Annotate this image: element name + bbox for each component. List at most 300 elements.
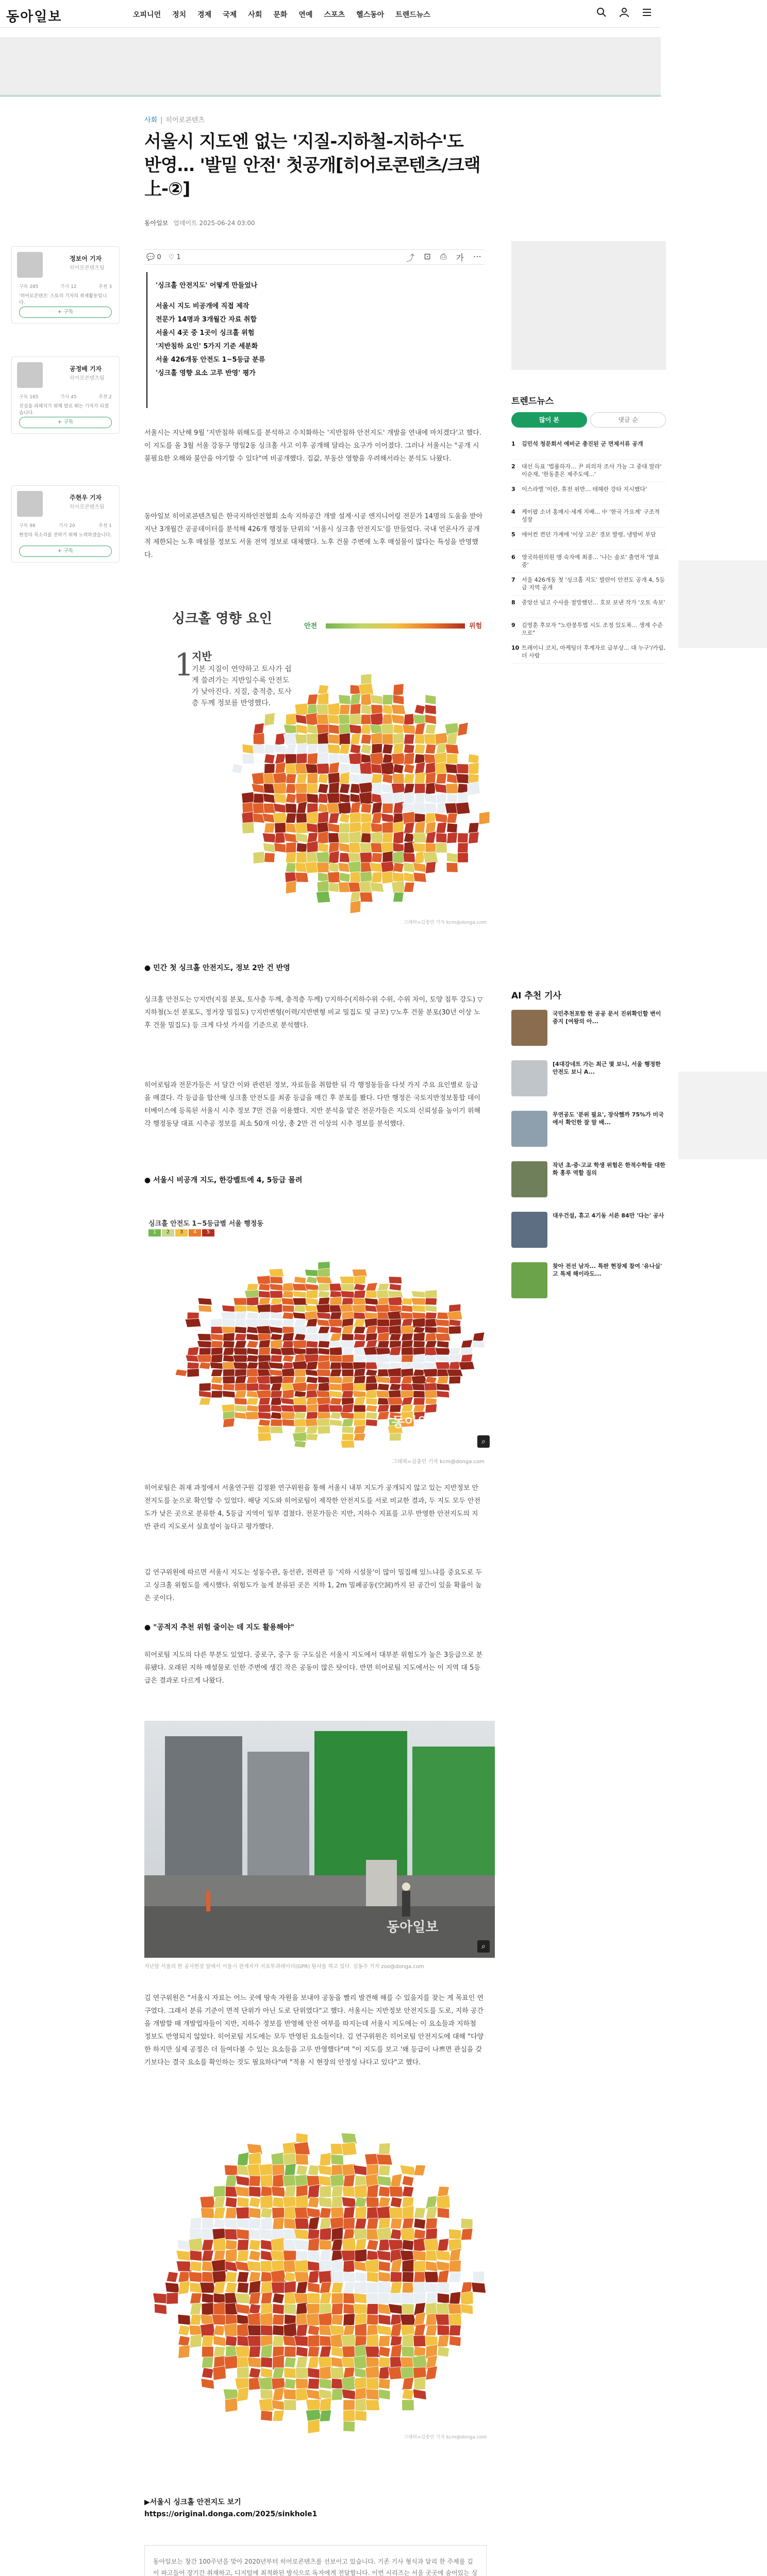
district-cell [366,2334,379,2348]
breadcrumb-section[interactable]: 사회 [144,116,158,124]
district-cell [284,2368,296,2379]
district-cell [392,774,404,784]
reporter-name[interactable]: 주현우 기자 [70,494,102,501]
summary-line: 서울시 지도 비공개에 직접 제작 [156,302,249,310]
district-cell [390,2229,402,2240]
district-cell [308,2325,320,2336]
trend-title: 중앙선 넘고 수사를 절망했던... 호보 보낸 작가 '오토 속보' [522,599,665,606]
district-cell [306,1348,318,1355]
thumbnail [511,1060,547,1096]
district-cell [365,1419,377,1427]
trend-item[interactable] [511,618,666,641]
district-cell [349,724,362,734]
district-cell [393,831,404,844]
nav-item-culture[interactable]: 문화 [273,11,288,19]
subscribe-button[interactable]: + 구독 [19,417,112,428]
district-cell [253,733,264,745]
district-cell [354,2293,368,2304]
trend-item[interactable] [511,641,666,664]
district-cell [225,2175,237,2187]
district-cell [328,823,341,833]
district-cell [350,872,361,884]
district-cell [271,1355,282,1362]
district-cell [308,2357,320,2368]
district-cell [389,1377,401,1384]
district-cell [339,784,350,793]
more-icon[interactable]: ⋯ [473,251,481,261]
stat: 기사 12 [60,284,77,290]
district-cell [273,2217,285,2230]
district-cell [390,2272,402,2282]
nav-item-sports[interactable]: 스포츠 [324,11,345,19]
trend-item[interactable] [511,437,666,460]
district-cell [320,2366,331,2380]
district-cell [153,2293,169,2304]
district-cell [282,1312,294,1319]
district-cell [329,851,340,864]
district-cell [200,2323,215,2337]
district-cell [190,2303,202,2315]
subscribe-button[interactable]: + 구독 [19,307,112,318]
trend-item[interactable] [511,573,666,596]
factor-label: 지반 [192,650,212,663]
district-cell [425,1332,437,1342]
ai-article[interactable] [511,1262,666,1306]
tab-most-commented[interactable]: 댓글 순 [590,412,666,428]
district-cell [295,703,309,716]
district-cell [355,2398,367,2412]
district-cell [413,1398,425,1405]
district-cell [318,1283,330,1291]
sidebar-ad[interactable] [511,241,666,370]
district-cell [318,832,329,844]
district-cell [213,2302,226,2316]
district-cell [254,793,264,803]
district-cell [261,2208,273,2218]
district-cell [426,2261,438,2272]
district-cell [331,2165,343,2176]
ai-article[interactable] [511,1111,666,1154]
district-cell [342,1325,354,1335]
district-cell [306,1290,318,1299]
district-cell [253,803,265,814]
reporter-name[interactable]: 공정배 기자 [70,365,102,372]
district-cell [372,774,382,784]
menu-icon[interactable] [641,7,653,19]
district-cell [269,1268,284,1277]
link-heading: ▶서울시 싱크홀 안전지도 보기 [144,2498,241,2506]
district-cell [339,744,350,754]
district-cell [223,1341,235,1348]
district-cell [224,2165,238,2176]
district-cell [187,1362,199,1369]
district-cell [294,1369,306,1376]
district-cell [197,1355,213,1363]
district-cell [223,1369,235,1377]
district-cell [271,1304,282,1314]
district-cell [378,2378,390,2389]
nav-item-politics[interactable]: 정치 [172,11,187,19]
nav-item-entertainment[interactable]: 연예 [298,11,313,19]
district-cell [360,892,373,902]
district-cell [342,2389,356,2400]
district-cell [411,1376,427,1384]
district-cell [372,872,382,883]
ai-article[interactable] [511,1212,666,1255]
district-cell [448,1326,461,1334]
district-cell [235,1405,247,1412]
district-cell [261,2272,273,2282]
district-cell [350,744,361,754]
district-cell [392,872,405,882]
reporter-card [11,485,120,563]
district-cell [320,2153,331,2166]
district-cell [436,1383,450,1391]
reporter-name[interactable]: 정보어 기자 [70,255,102,262]
district-cell [308,2335,320,2347]
nav-menu [133,9,430,20]
district-cell [320,2208,331,2218]
district-cell [202,2357,213,2368]
nav-item-trend[interactable]: 트렌드뉴스 [395,11,430,19]
ai-recommend-list [511,1010,666,1313]
district-cell [342,1298,354,1305]
district-cell [425,694,436,704]
district-cell [413,872,426,882]
district-cell [456,774,470,784]
district-cell [308,2378,320,2389]
stat: 추천 2 [98,395,112,400]
district-cell [342,2187,355,2197]
district-cell [343,2400,355,2411]
ai-article[interactable] [511,1010,666,1053]
trend-item[interactable] [511,528,666,550]
district-cell [343,2314,355,2326]
district-cell [402,2377,414,2390]
district-cell [425,843,436,853]
trend-item[interactable] [511,482,666,505]
district-cell [389,1433,401,1441]
district-cell [201,2378,214,2389]
district-cell [286,813,296,823]
trend-item[interactable] [511,596,666,618]
district-cell [393,802,404,815]
district-cell [190,2334,202,2348]
district-cell [447,833,458,843]
district-cell [237,2387,249,2402]
district-cell [329,1377,343,1384]
district-cell [260,2389,273,2400]
river-segment [378,2293,390,2304]
district-cell [355,2197,367,2208]
river-segment [360,774,373,784]
river-segment [235,1319,246,1327]
district-cell [307,2261,320,2272]
ai-article-title: 찾아 전선 남자... 특판 현장제 참여 '유나실' 고 특제 해이라도... [553,1263,662,1277]
district-cell [404,714,414,725]
district-cell [361,693,372,706]
trend-tabs [511,412,666,428]
district-cell [318,2165,333,2176]
district-cell [437,1312,449,1319]
thumbnail [511,1010,547,1046]
district-cell [306,823,319,833]
district-cell [292,1432,308,1442]
ai-article[interactable] [511,1060,666,1104]
district-cell [213,2196,225,2208]
district-cell [187,1312,199,1319]
district-cell [306,733,319,745]
nav-item-society[interactable]: 사회 [248,11,262,19]
district-cell [275,822,286,833]
district-cell [437,2293,449,2304]
reporter-card [11,246,120,324]
district-cell [370,694,384,704]
district-cell [225,2240,237,2250]
district-cell [342,1403,354,1413]
district-cell [425,1377,437,1384]
river-segment [213,2218,225,2229]
share-icon[interactable]: ⤴ [406,252,415,263]
district-cell [328,734,340,744]
like-button[interactable]: ♡ 1 [168,253,181,261]
district-cell [246,1333,258,1341]
district-cell [202,2336,213,2347]
nav-item-international[interactable]: 국제 [223,11,237,19]
district-cell [438,2346,449,2357]
district-cell [223,1333,235,1342]
district-cell [284,2400,296,2411]
district-cell [339,872,350,882]
district-cell [412,1318,426,1328]
district-cell [329,813,340,824]
side-ad[interactable] [678,1072,767,1159]
district-cell [354,1312,365,1319]
district-cell [343,2410,355,2422]
district-cell [284,2378,296,2389]
district-cell [199,1383,211,1392]
district-cell [329,1391,342,1398]
district-cell [339,843,351,853]
district-cell [401,1333,413,1341]
river-segment [372,783,382,794]
user-icon[interactable] [619,7,630,19]
district-cell [436,1362,451,1369]
district-cell [402,2218,414,2229]
summary-line: '지반침하 요인' 5가지 기준 세분화 [156,343,258,350]
district-cell [342,1433,354,1440]
district-cell [413,1391,425,1398]
district-cell [413,1341,425,1348]
district-cell [378,2187,390,2197]
district-cell [211,1354,223,1363]
district-cell [378,2197,390,2208]
district-cell [189,2238,203,2252]
district-cell [249,2368,261,2379]
district-cell [401,2228,415,2241]
ai-article[interactable] [511,1161,666,1205]
district-cell [269,1376,284,1384]
district-cell [293,1405,307,1412]
district-cell [318,2313,332,2327]
watermark: 동아일보 [387,1920,439,1935]
district-cell [236,2346,251,2358]
district-cell [320,2346,331,2357]
district-cell [200,2282,216,2293]
district-cell [339,793,350,803]
print-icon[interactable]: ⎙ [440,251,447,261]
district-cell [247,2357,262,2368]
nav-item-opinion[interactable]: 오피니언 [133,11,161,19]
district-cell [353,1298,366,1305]
district-cell [249,2176,261,2187]
district-cell [354,1376,365,1384]
river-segment [473,2271,485,2283]
link-url[interactable]: https://original.donga.com/2025/sinkhole1 [144,2510,318,2518]
district-cell [246,1405,258,1412]
district-cell [354,1405,365,1412]
subscribe-button[interactable]: + 구독 [19,546,112,557]
district-cell [403,724,416,734]
river-segment [424,2282,439,2293]
district-cell [202,2302,214,2316]
district-cell [388,2303,404,2314]
top-navigation [0,0,661,28]
district-cell [376,2154,392,2165]
trend-item[interactable] [511,505,666,528]
district-cell [264,823,275,833]
district-cell [225,2197,237,2208]
district-cell [404,883,414,892]
zoom-icon[interactable]: ⌕ [477,1940,490,1953]
district-cell [320,2228,331,2241]
district-cell [329,1419,342,1427]
district-cell [249,2292,261,2304]
district-cell [197,1333,213,1341]
river-segment [242,754,254,764]
district-cell [343,2260,355,2273]
district-cell [343,2303,355,2314]
district-cell [389,2207,403,2218]
district-cell [393,694,404,704]
district-cell [413,862,427,872]
district-cell [307,753,318,765]
district-cell [461,2218,473,2229]
district-cell [361,744,372,754]
river-segment [190,2217,202,2230]
district-cell [319,2378,331,2389]
nav-item-economy[interactable]: 경제 [197,11,212,19]
district-cell [414,2218,426,2229]
district-cell [404,774,414,784]
district-cell [331,2185,343,2198]
district-cell [366,2303,378,2314]
search-icon[interactable] [596,7,607,19]
district-cell [402,2303,414,2314]
district-cell [257,1304,272,1313]
trend-rank: 3 [511,486,515,493]
district-cell [198,1305,212,1312]
district-cell [225,2229,238,2240]
legend-grade: 1 [148,1229,161,1236]
side-ad[interactable] [678,561,767,648]
district-cell [320,2282,331,2293]
district-cell [316,891,330,903]
site-logo[interactable]: 동아일보 [6,9,62,25]
stat: 기사 45 [60,395,77,400]
district-cell [389,1284,401,1291]
district-cell [224,2355,239,2369]
district-cell [328,703,341,716]
byline-date: 업데이트 2025-06-24 03:00 [173,219,255,227]
district-cell [261,2357,273,2368]
district-cell [400,2165,416,2176]
district-cell [354,2303,368,2314]
nav-item-health[interactable]: 헬스동아 [356,11,385,19]
district-cell [225,2208,237,2218]
reporter-team: 히어로콘텐츠팀 [70,504,105,510]
district-cell [404,744,414,754]
district-cell [247,2336,262,2347]
tab-most-viewed[interactable]: 많이 본 [511,412,587,428]
district-cell [270,1291,283,1298]
district-cell [449,2292,461,2305]
thumbnail [511,1262,547,1298]
district-cell [365,1291,377,1298]
zoom-icon[interactable]: ⌕ [477,1435,490,1448]
district-cell [393,764,404,774]
district-cell [401,1383,413,1391]
district-cell [261,2368,273,2379]
summary-line: 서울시 4곳 중 1곳이 싱크홀 위험 [156,329,255,337]
district-cell [259,1291,271,1298]
district-cell [361,734,372,744]
district-cell [371,832,384,844]
district-cell [282,1327,294,1334]
district-cell [339,715,351,724]
district-cell [377,2250,392,2261]
district-cell [270,1284,284,1291]
bookmark-icon[interactable]: ⊡ [424,251,431,261]
river-segment [425,803,437,813]
district-cell [246,1284,258,1291]
font-size-icon[interactable]: 가 [456,252,464,263]
river-segment [449,2272,461,2282]
district-cell [393,862,404,872]
district-cell [308,2419,320,2434]
district-cell [378,2357,390,2368]
district-cell [269,1327,284,1334]
district-cell [296,753,307,765]
comment-button[interactable]: 💬 0 [146,253,161,261]
top-ad-banner[interactable] [0,37,661,97]
district-cell [316,852,330,863]
district-cell [389,1333,401,1341]
breadcrumb-subsection[interactable]: 히어로콘텐츠 [165,116,205,124]
district-cell [447,774,458,784]
district-cell [425,744,436,754]
trend-item[interactable] [511,550,666,573]
district-cell [306,1433,318,1440]
district-cell [234,1348,248,1355]
district-cell [402,2282,414,2293]
district-cell [165,2282,179,2293]
trend-item[interactable] [511,460,666,482]
river-segment [350,764,361,774]
district-cell [436,833,447,843]
district-cell [285,754,297,764]
district-cell [249,2197,261,2208]
